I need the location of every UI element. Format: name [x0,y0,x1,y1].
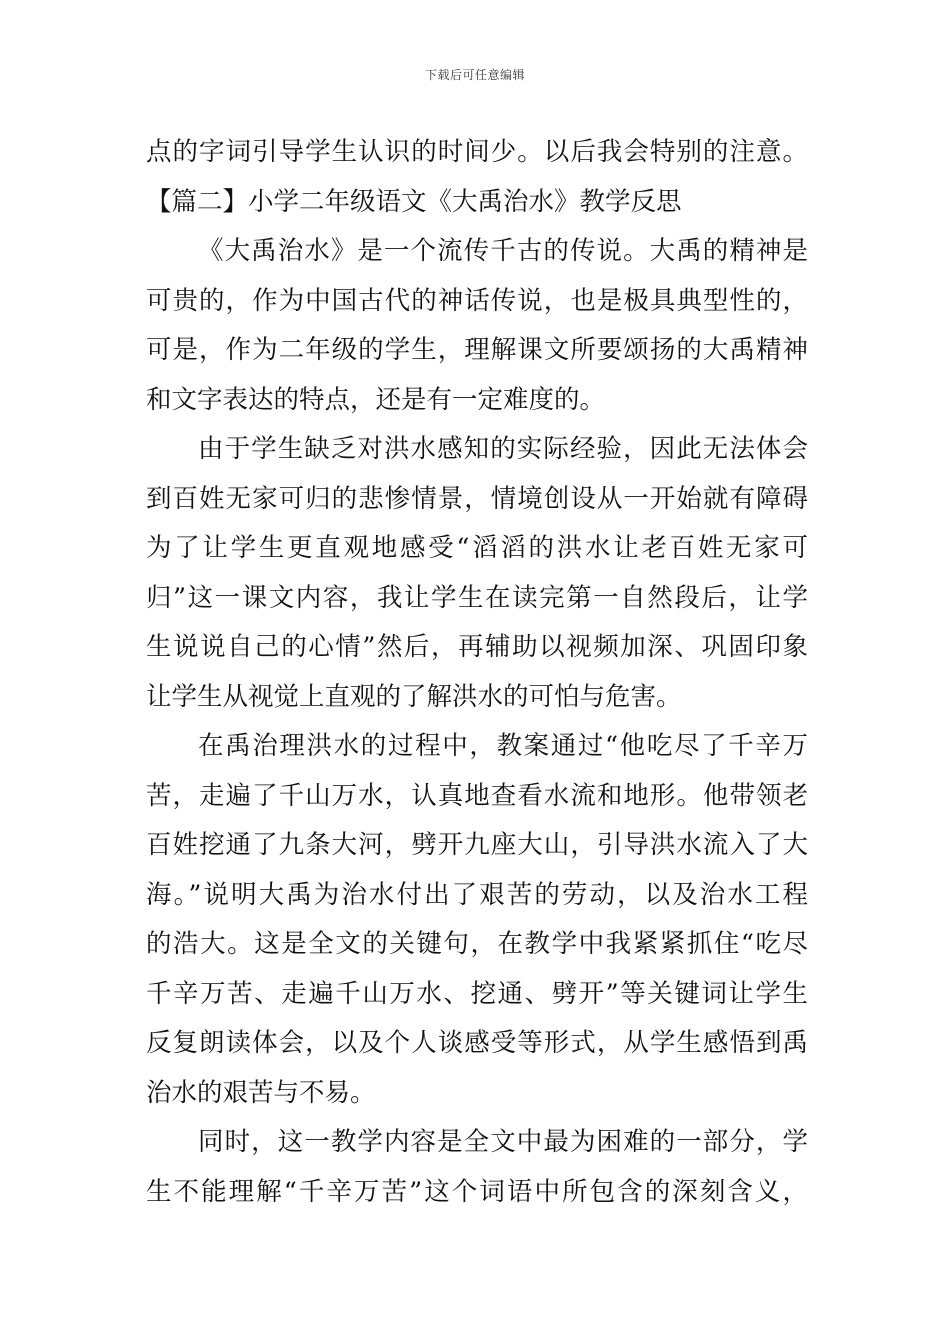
text-line-4: 可贵的，作为中国古代的神话传说，也是极具典型性的， [146,285,808,316]
text-line-14: 苦，走遍了千山万水，认真地查看水流和地形。他带领老 [146,780,808,811]
text-line-3: 《大禹治水》是一个流传千古的传说。大禹的精神是 [198,236,808,266]
text-line-8: 到百姓无家可归的悲惨情景，情境创设从一开始就有障碍 [146,483,808,514]
text-line-18: 千辛万苦、走遍千山万水、挖通、劈开”等关键词让学生 [146,978,808,1009]
text-line-16: 海。”说明大禹为治水付出了艰苦的劳动，以及治水工程 [146,879,808,910]
text-line-7: 由于学生缺乏对洪水感知的实际经验，因此无法体会 [198,434,808,464]
section-heading: 【篇二】小学二年级语文《大禹治水》教学反思 [146,186,682,217]
text-line-9: 为了让学生更直观地感受“滔滔的洪水让老百姓无家可 [146,533,808,563]
text-line-1: 点的字词引导学生认识的时间少。以后我会特别的注意。 [146,137,808,167]
page-header-note: 下载后可任意编辑 [424,68,525,82]
text-line-10: 归”这一课文内容，我让学生在读完第一自然段后，让学 [146,582,808,613]
text-line-20: 治水的艰苦与不易。 [146,1077,376,1108]
text-line-12: 让学生从视觉上直观的了解洪水的可怕与危害。 [146,681,682,712]
text-line-13: 在禹治理洪水的过程中，教案通过“他吃尽了千辛万 [198,731,808,761]
text-line-5: 可是，作为二年级的学生，理解课文所要颂扬的大禹精神 [146,335,808,365]
text-line-19: 反复朗读体会，以及个人谈感受等形式，从学生感悟到禹 [146,1028,808,1058]
document-body [146,128,808,1217]
text-line-21: 同时，这一教学内容是全文中最为困难的一部分，学 [198,1127,808,1157]
text-line-17: 的浩大。这是全文的关键句，在教学中我紧紧抓住“吃尽 [146,929,808,959]
text-line-15: 百姓挖通了九条大河，劈开九座大山，引导洪水流入了大 [146,830,808,860]
text-line-11: 生说说自己的心情”然后，再辅助以视频加深、巩固印象 [146,632,808,662]
text-line-6: 和文字表达的特点，还是有一定难度的。 [146,384,606,415]
text-line-22: 生不能理解“千辛万苦”这个词语中所包含的深刻含义， [146,1176,808,1207]
